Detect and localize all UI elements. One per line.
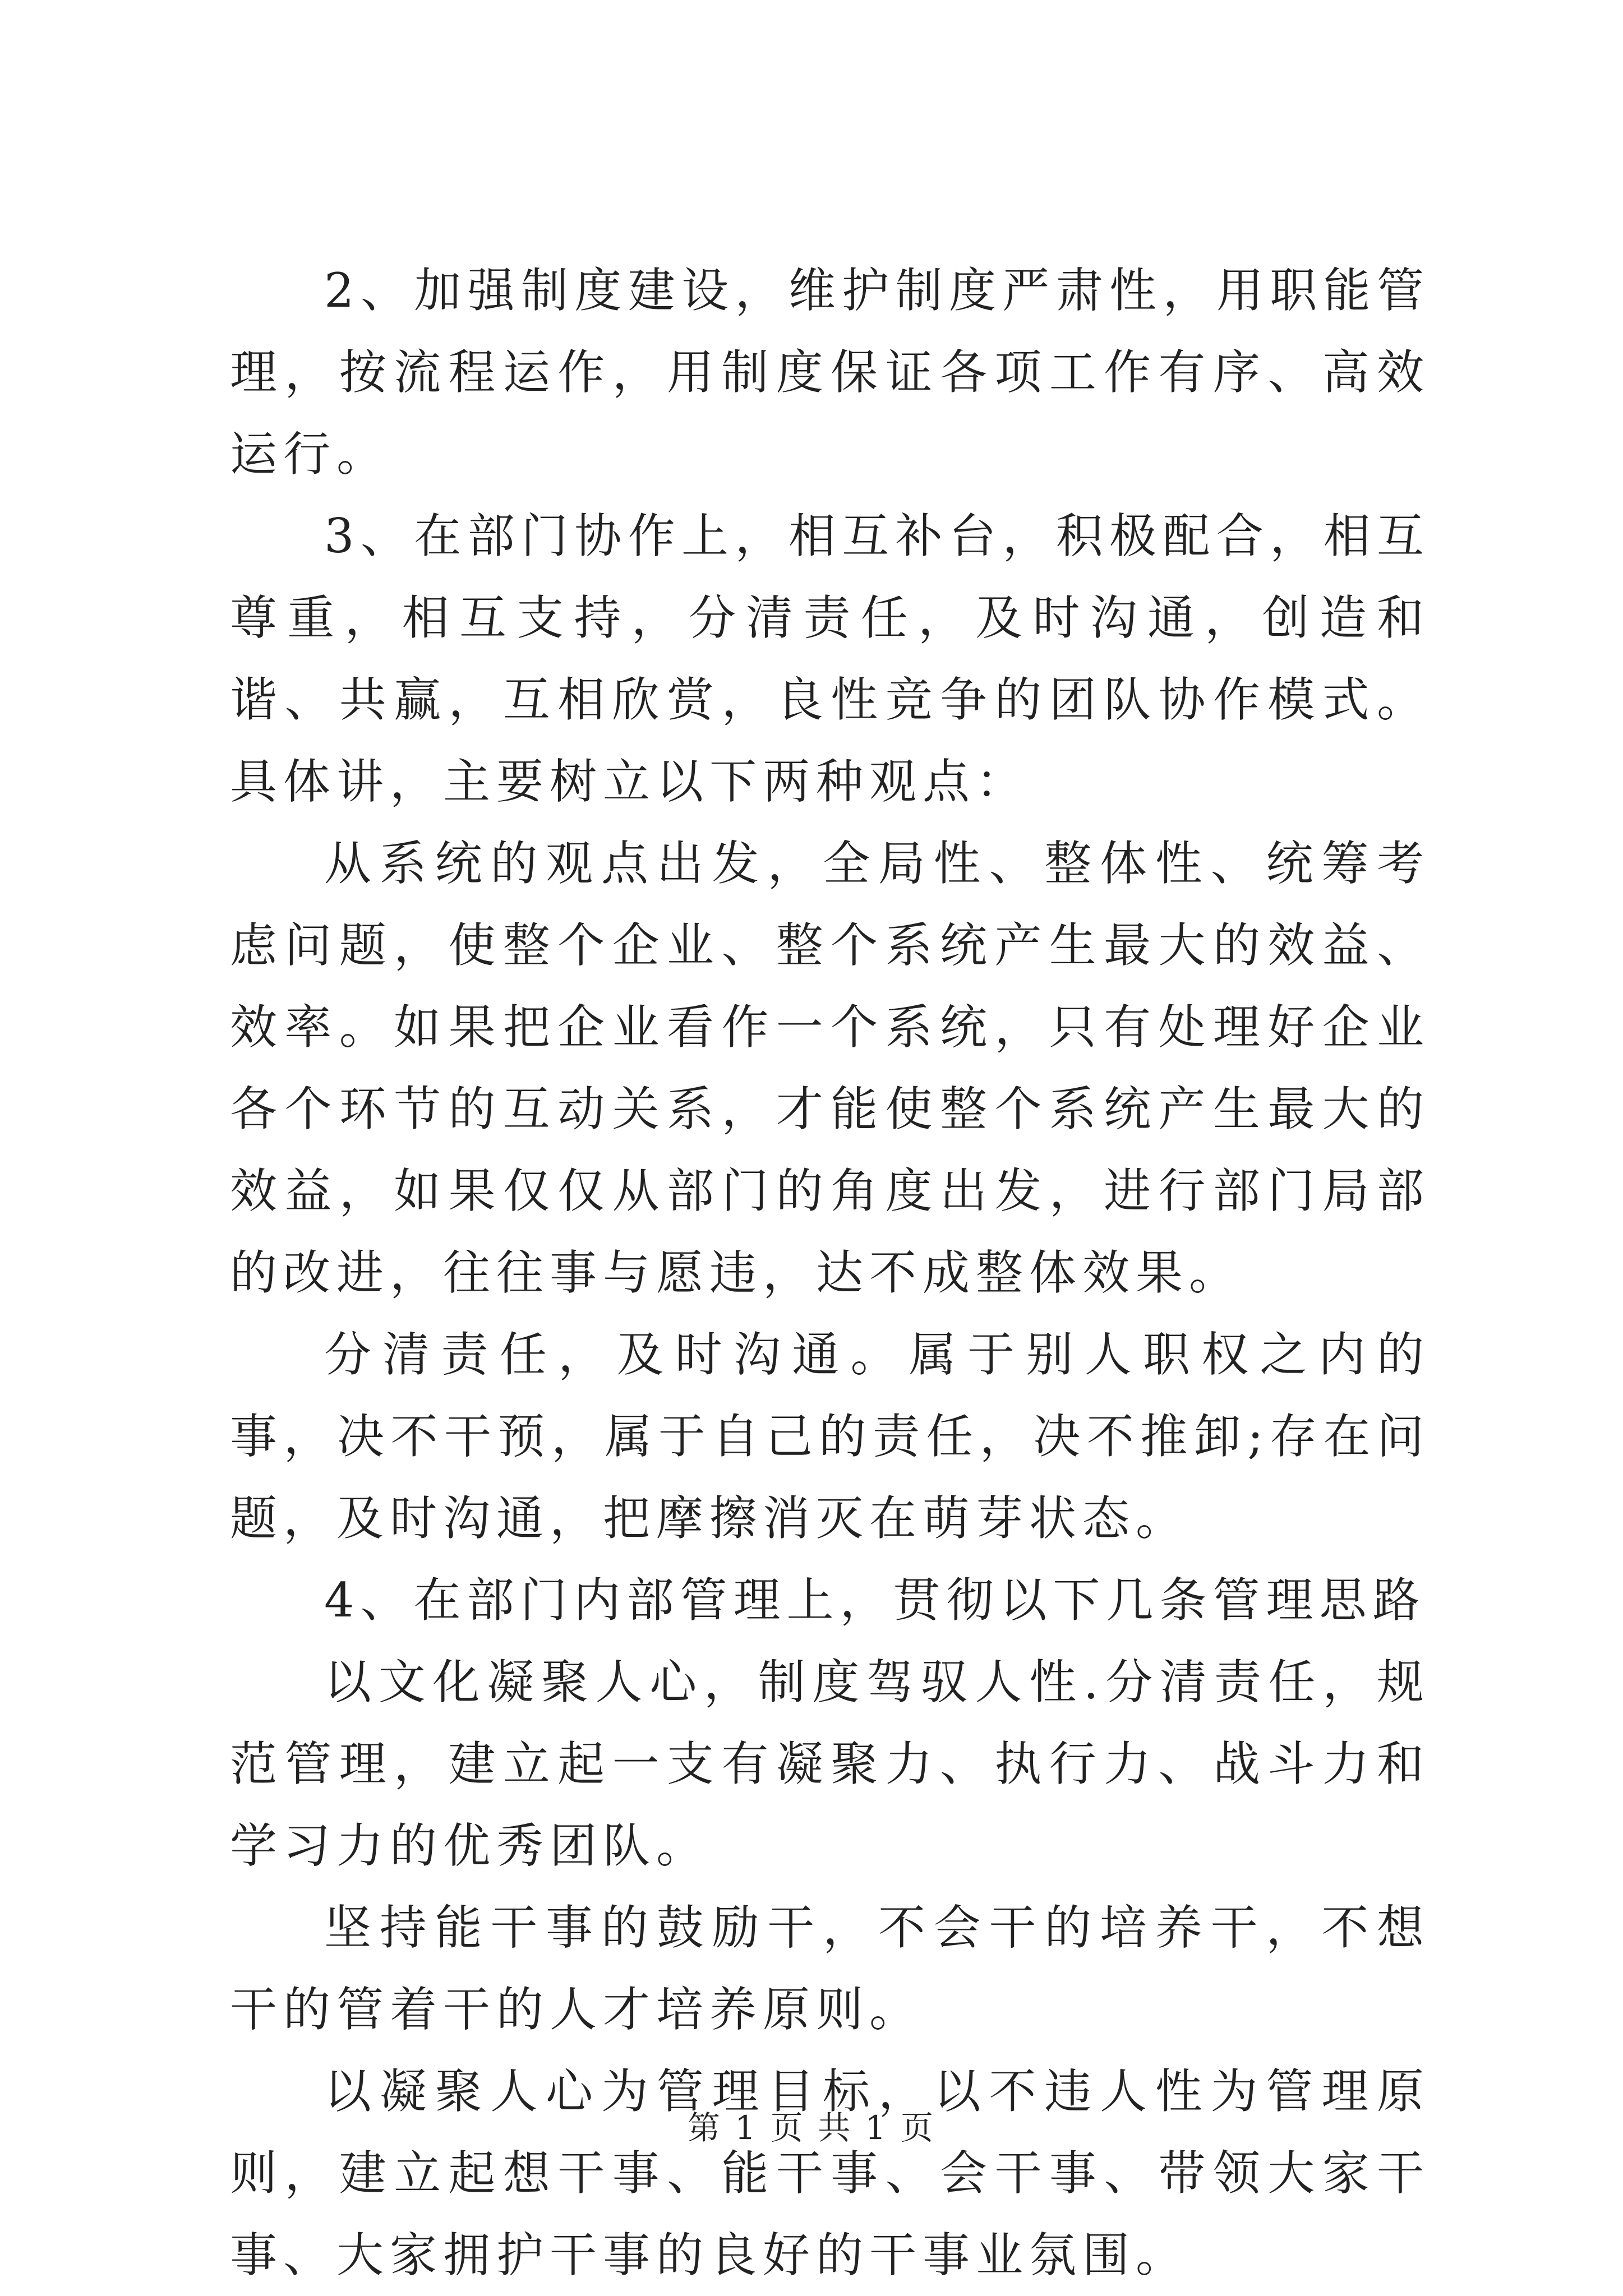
paragraph-8: 以凝聚人心为管理目标，以不违人性为管理原则，建立起想干事、能干事、会干事、带领大家干事、大家拥护干事的良好的干事业氛围。 bbox=[230, 2064, 1430, 2283]
paragraph-6: 以文化凝聚人心，制度驾驭人性.分清责任，规范管理，建立起一支有凝聚力、执行力、战斗力和学习力的优秀团队。 bbox=[230, 1655, 1430, 1873]
document-body bbox=[230, 250, 1430, 2296]
paragraph-5: 4、在部门内部管理上，贯彻以下几条管理思路 bbox=[324, 1573, 1426, 1628]
paragraph-4: 分清责任，及时沟通。属于别人职权之内的事，决不干预，属于自己的责任，决不推卸;存在问题，及时沟通，把摩擦消灭在萌芽状态。 bbox=[230, 1327, 1430, 1546]
page-footer: 第 1 页 共 1 页 bbox=[688, 2109, 935, 2147]
paragraph-7: 坚持能干事的鼓励干，不会干的培养干，不想干的管着干的人才培养原则。 bbox=[230, 1900, 1430, 2037]
paragraph-3: 从系统的观点出发，全局性、整体性、统筹考虑问题，使整个企业、整个系统产生最大的效益、效率。如果把企业看作一个系统，只有处理好企业各个环节的互动关系，才能使整个系统产生最大的效益，如果仅仅从部门的角度出发，进行部门局部的改进，往往事与愿违，达不成整体效果。 bbox=[230, 836, 1430, 1300]
paragraph-1: 2、加强制度建设，维护制度严肃性，用职能管理，按流程运作，用制度保证各项工作有序、高效运行。 bbox=[230, 263, 1430, 482]
paragraph-2: 3、在部门协作上，相互补台，积极配合，相互尊重，相互支持，分清责任，及时沟通，创造和谐、共赢，互相欣赏，良性竞争的团队协作模式。具体讲，主要树立以下两种观点： bbox=[230, 509, 1430, 809]
